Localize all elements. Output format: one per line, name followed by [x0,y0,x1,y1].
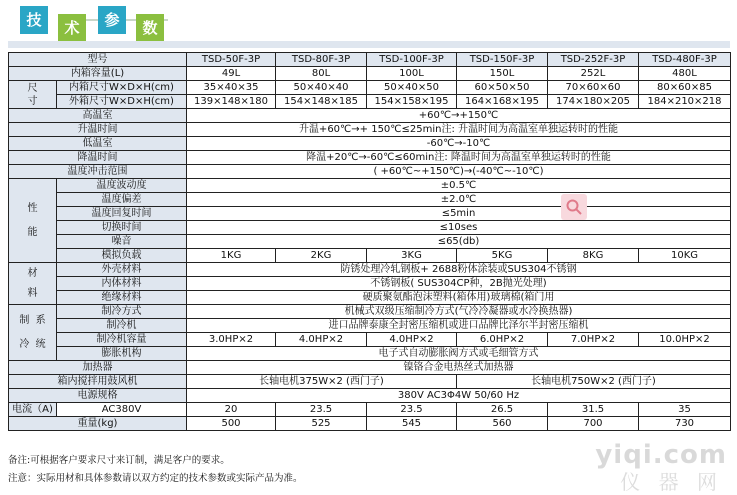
outer-size-cell: 174×180×205 [548,95,639,109]
current-cell: 23.5 [276,403,367,417]
recovery-value: ≤5min [187,207,731,221]
heat-time-label: 升温时间 [9,123,187,137]
table-row [9,305,731,319]
weight-label: 重量(kg) [9,417,187,431]
fluct-value: ±0.5℃ [187,179,731,193]
table-row [9,193,731,207]
switch-label: 切换时间 [57,221,187,235]
power-label: 电源规格 [9,389,187,403]
high-chamber-label: 高温室 [9,109,187,123]
inner-mat-label: 内体材料 [57,277,187,291]
table-row [9,109,731,123]
shock-range-label: 温度冲击范围 [9,165,187,179]
comp-cap-cell: 6.0HP×2 [457,333,548,347]
table-row [9,207,731,221]
outer-size-cell: 154×158×195 [367,95,457,109]
table-row [9,221,731,235]
title-bar [8,41,730,48]
table-row [9,179,731,193]
shock-range-value: ( +60℃~+150℃)→(-40℃~-10℃) [187,165,731,179]
table-row [9,263,731,277]
outer-size-cell: 154×148×185 [276,95,367,109]
heater-value: 镍铬合金电热丝式加热器 [187,361,731,375]
capacity-cell: 480L [639,67,731,81]
current-cell: 23.5 [367,403,457,417]
deviation-value: ±2.0℃ [187,193,731,207]
capacity-label: 内箱容量(L) [9,67,187,81]
table-row [9,375,731,389]
fluct-label: 温度波动度 [57,179,187,193]
comp-cap-label: 制冷机容量 [57,333,187,347]
insul-value: 硬质聚氨酯泡沫塑料(箱体用)玻璃棉(箱门用 [187,291,731,305]
inner-size-cell: 50×40×40 [276,81,367,95]
weight-cell: 560 [457,417,548,431]
table-row [9,249,731,263]
capacity-cell: 80L [276,67,367,81]
inner-size-cell: 60×50×50 [457,81,548,95]
table-row [9,81,731,95]
search-icon [565,198,583,216]
current-sub-label: AC380V [57,403,187,417]
perf-group-label: 性 能 [9,179,57,263]
capacity-cell: 252L [548,67,639,81]
comp-cap-cell: 10.0HP×2 [639,333,731,347]
current-cell: 31.5 [548,403,639,417]
table-row [9,319,731,333]
inner-size-cell: 80×60×85 [639,81,731,95]
watermark-logo: yiqi.com [595,440,727,470]
fan-label: 箱内搅拌用鼓风机 [9,375,187,389]
inner-size-cell: 35×40×35 [187,81,276,95]
outer-mat-value: 防锈处理冷轧钢板+ 2688粉体涂装或SUS304不锈钢 [187,263,731,277]
table-row [9,347,731,361]
cool-time-label: 降温时间 [9,151,187,165]
model-cell: TSD-252F-3P [548,53,639,67]
load-cell: 5KG [457,249,548,263]
header-char-3: 参 [98,6,126,34]
weight-cell: 700 [548,417,639,431]
noise-value: ≤65(db) [187,235,731,249]
outer-size-label: 外箱尺寸W×D×H(cm) [57,95,187,109]
table-row [9,95,731,109]
low-chamber-label: 低温室 [9,137,187,151]
cool-time-value: 降温+20℃→-60℃≤60min注: 降温时间为高温室单独运转时的性能 [187,151,731,165]
high-chamber-value: +60℃→+150℃ [187,109,731,123]
cooling-group-label: 制 系 冷 统 [9,305,57,361]
compressor-value: 进口品牌泰康全封密压缩机或进口品牌比泽尔半封密压缩机 [187,319,731,333]
recovery-label: 温度回复时间 [57,207,187,221]
model-cell: TSD-150F-3P [457,53,548,67]
spec-table [8,52,731,431]
table-row [9,403,731,417]
table-row [9,165,731,179]
table-row [9,151,731,165]
table-row [9,53,731,67]
power-value: 380V AC3Φ4W 50/60 Hz [187,389,731,403]
deviation-label: 温度偏差 [57,193,187,207]
switch-value: ≤10ses [187,221,731,235]
capacity-cell: 100L [367,67,457,81]
insul-label: 绝缘材料 [57,291,187,305]
weight-cell: 730 [639,417,731,431]
compressor-label: 制冷机 [57,319,187,333]
table-row [9,137,731,151]
size-group-label: 尺 寸 [9,81,57,109]
material-group-label: 材 料 [9,263,57,305]
weight-cell: 500 [187,417,276,431]
note-line: 备注:可根据客户要求尺寸来订制，满足客户的要求。 [8,455,230,466]
weight-cell: 525 [276,417,367,431]
header-char-4: 数 [136,14,164,42]
inner-size-cell: 50×40×50 [367,81,457,95]
comp-cap-cell: 3.0HP×2 [187,333,276,347]
low-chamber-value: -60℃→-10℃ [187,137,731,151]
capacity-cell: 49L [187,67,276,81]
current-cell: 35 [639,403,731,417]
load-cell: 1KG [187,249,276,263]
model-cell: TSD-100F-3P [367,53,457,67]
table-row [9,67,731,81]
table-row [9,123,731,137]
note-line: 注意：实际用材和具体参数请以双方约定的技术参数或实际产品为准。 [8,473,303,484]
load-label: 模拟负载 [57,249,187,263]
outer-size-cell: 139×148×180 [187,95,276,109]
table-row [9,235,731,249]
table-row [9,417,731,431]
inner-size-label: 内箱尺寸W×D×H(cm) [57,81,187,95]
model-cell: TSD-50F-3P [187,53,276,67]
comp-cap-cell: 4.0HP×2 [367,333,457,347]
comp-cap-cell: 4.0HP×2 [276,333,367,347]
noise-label: 噪音 [57,235,187,249]
load-cell: 10KG [639,249,731,263]
fan-value-b: 长轴电机750W×2 (西门子) [457,375,731,389]
capacity-cell: 150L [457,67,548,81]
cool-method-value: 机械式双级压缩制冷方式(气冷冷凝器或水冷换热器) [187,305,731,319]
load-cell: 2KG [276,249,367,263]
table-row [9,361,731,375]
table-row [9,277,731,291]
expansion-value: 电子式自动膨胀阀方式或毛细管方式 [187,347,731,361]
search-button[interactable] [561,194,587,220]
cool-method-label: 制冷方式 [57,305,187,319]
load-cell: 3KG [367,249,457,263]
current-cell: 20 [187,403,276,417]
outer-mat-label: 外壳材料 [57,263,187,277]
model-label: 型号 [9,53,187,67]
expansion-label: 膨胀机构 [57,347,187,361]
table-row [9,333,731,347]
outer-size-cell: 164×168×195 [457,95,548,109]
heat-time-value: 升温+60℃→+ 150℃≤25min注: 升温时间为高温室单独运转时的性能 [187,123,731,137]
outer-size-cell: 184×210×218 [639,95,731,109]
model-cell: TSD-80F-3P [276,53,367,67]
inner-mat-value: 不锈钢板( SUS304CP种，2B抛光处理) [187,277,731,291]
fan-value-a: 长轴电机375W×2 (西门子) [187,375,457,389]
heater-label: 加热器 [9,361,187,375]
section-header [0,0,737,50]
model-cell: TSD-480F-3P [639,53,731,67]
current-label: 电流（A) [9,403,57,417]
current-cell: 26.5 [457,403,548,417]
table-row [9,389,731,403]
notes [8,452,303,488]
table-row [9,291,731,305]
weight-cell: 545 [367,417,457,431]
header-char-1: 技 [20,6,48,34]
comp-cap-cell: 7.0HP×2 [548,333,639,347]
header-char-2: 术 [58,14,86,42]
load-cell: 8KG [548,249,639,263]
watermark-text: 仪 器 网 [620,470,723,494]
inner-size-cell: 70×60×60 [548,81,639,95]
